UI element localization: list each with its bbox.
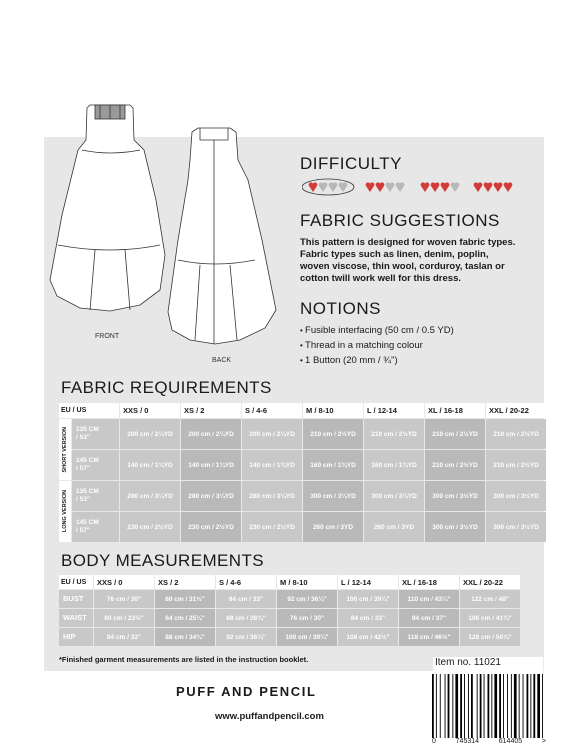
fabric-line: This pattern is designed for woven fabric types. — [300, 237, 516, 248]
barcode-bar — [507, 674, 508, 738]
table-cell: 92 cm / 36¼" — [277, 590, 337, 608]
heart-icon — [339, 182, 348, 192]
size-header: S / 4-6 — [242, 403, 302, 418]
table-cell: 210 cm / 2½YD — [425, 450, 485, 480]
barcode-bar — [432, 674, 434, 738]
version-label: LONG VERSION — [59, 481, 71, 542]
barcode-bar — [523, 674, 524, 738]
heart-icon — [474, 182, 483, 192]
table-cell: 128 cm / 50¼" — [460, 628, 520, 646]
size-header: XXS / 0 — [94, 575, 154, 589]
table-cell: 230 cm / 2½YD — [120, 512, 180, 542]
barcode-bar — [499, 674, 501, 738]
size-header: L / 12-14 — [338, 575, 398, 589]
table-cell: 200 cm / 2¼YD — [181, 419, 241, 449]
item-number: Item no. 11021 — [433, 657, 543, 672]
table-cell: 84 cm / 33" — [338, 609, 398, 627]
table-cell: 92 cm / 36¼" — [216, 628, 276, 646]
barcode-bar — [530, 674, 531, 738]
table-row — [59, 512, 546, 542]
table-row — [59, 628, 520, 646]
fabric-requirements-table — [58, 402, 547, 543]
barcode-bar — [477, 674, 478, 738]
table-cell: 140 cm / 1¾YD — [181, 450, 241, 480]
table-cell: 122 cm / 48" — [460, 590, 520, 608]
barcode-bar — [460, 674, 462, 738]
fabric-width-label: 145 CM / 57" — [72, 450, 119, 480]
table-cell: 118 cm / 46½" — [399, 628, 459, 646]
heart-icon — [396, 182, 405, 192]
barcode-bar — [445, 674, 446, 738]
table-cell: 76 cm / 30" — [94, 590, 154, 608]
barcode-bar — [440, 674, 441, 738]
measurement-label: HIP — [59, 628, 93, 646]
barcode-bar — [436, 674, 437, 738]
table-cell: 60 cm / 23½" — [94, 609, 154, 627]
table-row — [59, 419, 546, 449]
barcode-bar — [503, 674, 504, 738]
table-header-row — [59, 575, 520, 589]
heart-icon — [366, 182, 375, 192]
size-header: XL / 16-18 — [425, 403, 485, 418]
table-cell: 300 cm / 3½YD — [425, 481, 485, 511]
measurement-label: WAIST — [59, 609, 93, 627]
barcode-bar — [488, 674, 490, 738]
table-cell: 300 cm / 3½YD — [486, 481, 546, 511]
table-cell: 300 cm / 3½YD — [425, 512, 485, 542]
barcode-bar — [468, 674, 469, 738]
size-header: L / 12-14 — [364, 403, 424, 418]
table-cell: 280 cm / 3¼YD — [120, 481, 180, 511]
table-row — [59, 609, 520, 627]
notions-title: NOTIONS — [300, 299, 381, 318]
version-label: SHORT VERSION — [59, 419, 71, 480]
table-cell: 100 cm / 39¼" — [277, 628, 337, 646]
size-header: XXL / 20-22 — [460, 575, 520, 589]
table-row — [59, 590, 520, 608]
heart-icon — [386, 182, 395, 192]
size-header: XS / 2 — [181, 403, 241, 418]
heart-icon — [421, 182, 430, 192]
table-cell: 300 cm / 3¼YD — [303, 481, 363, 511]
table-cell: 110 cm / 43¼" — [399, 590, 459, 608]
barcode-bar — [448, 674, 450, 738]
size-header: XXS / 0 — [120, 403, 180, 418]
notion-item: • 1 Button (20 mm / ¾") — [300, 353, 454, 368]
barcode-bar — [494, 674, 497, 738]
back-label: BACK — [212, 357, 232, 364]
barcode-bar — [527, 674, 529, 738]
footnote: *Finished garment measurements are listed in the instruction booklet. — [59, 655, 309, 664]
barcode-digit: 614405 — [498, 738, 523, 745]
barcode-digit: 0 — [432, 738, 436, 745]
table-cell: 200 cm / 2¼YD — [242, 419, 302, 449]
heart-icon — [484, 182, 493, 192]
table-cell: 80 cm / 31½" — [155, 590, 215, 608]
barcode-bar — [514, 674, 517, 738]
heart-icon — [309, 182, 318, 192]
fabric-width-label: 135 CM / 53" — [72, 419, 119, 449]
table-cell: 84 cm / 33" — [216, 590, 276, 608]
barcode-bar — [471, 674, 473, 738]
barcode-digit: > — [541, 738, 546, 745]
barcode-digits — [432, 738, 546, 745]
barcode-bar — [533, 674, 535, 738]
website-link[interactable]: www.puffandpencil.com — [215, 711, 324, 722]
table-cell: 230 cm / 2½YD — [181, 512, 241, 542]
notion-item: • Fusible interfacing (50 cm / 0.5 YD) — [300, 323, 454, 338]
table-cell: 100 cm / 39¼" — [338, 590, 398, 608]
heart-icon — [319, 182, 328, 192]
hearts-group — [309, 182, 513, 192]
size-header: M / 8-10 — [277, 575, 337, 589]
fabric-suggestions-text — [300, 237, 525, 285]
table-cell: 64 cm / 25¼" — [155, 609, 215, 627]
back-dress-drawing — [168, 128, 276, 344]
table-row — [59, 481, 546, 511]
table-header-row — [59, 403, 546, 418]
barcode-bar — [537, 674, 540, 738]
table-cell: 300 cm / 3½YD — [486, 512, 546, 542]
corner-label: EU / US — [59, 575, 93, 589]
table-cell: 94 cm / 37" — [399, 609, 459, 627]
table-cell: 210 cm / 2½YD — [486, 450, 546, 480]
notions-list — [300, 323, 454, 368]
fabric-requirements-title: FABRIC REQUIREMENTS — [61, 378, 272, 397]
table-cell: 210 cm / 2½YD — [364, 419, 424, 449]
table-cell: 140 cm / 1¾YD — [242, 450, 302, 480]
size-header: XL / 16-18 — [399, 575, 459, 589]
table-cell: 200 cm / 2¼YD — [120, 419, 180, 449]
table-cell: 210 cm / 2½YD — [303, 419, 363, 449]
front-label: FRONT — [95, 333, 120, 340]
size-header: XS / 2 — [155, 575, 215, 589]
table-cell: 106 cm / 41¾" — [460, 609, 520, 627]
fabric-width-label: 135 CM / 53" — [72, 481, 119, 511]
size-header: S / 4-6 — [216, 575, 276, 589]
fabric-line: cotton twill work well for this dress. — [300, 273, 461, 284]
barcode-bar — [455, 674, 458, 738]
difficulty-rating — [302, 178, 522, 196]
barcode-bar — [464, 674, 465, 738]
heart-icon — [376, 182, 385, 192]
heart-icon — [329, 182, 338, 192]
table-cell: 210 cm / 2½YD — [486, 419, 546, 449]
table-cell: 88 cm / 34¾" — [155, 628, 215, 646]
barcode-bar — [484, 674, 485, 738]
corner-label: EU / US — [59, 403, 119, 418]
size-header: XXL / 20-22 — [486, 403, 546, 418]
table-cell: 260 cm / 3YD — [364, 512, 424, 542]
body-measurements-title: BODY MEASUREMENTS — [61, 551, 264, 570]
front-dress-drawing — [50, 105, 165, 311]
table-cell: 160 cm / 1¾YD — [303, 450, 363, 480]
fabric-line: woven viscose, thin wool, corduroy, taslan or — [300, 261, 505, 272]
barcode-bar — [452, 674, 453, 738]
barcode-bar — [511, 674, 512, 738]
table-row — [59, 450, 546, 480]
measurement-label: BUST — [59, 590, 93, 608]
heart-icon — [431, 182, 440, 192]
table-cell: 68 cm / 26¾" — [216, 609, 276, 627]
fabric-width-label: 145 CM / 57" — [72, 512, 119, 542]
table-cell: 76 cm / 30" — [277, 609, 337, 627]
table-cell: 160 cm / 1¾YD — [364, 450, 424, 480]
body-measurements-table — [58, 574, 521, 647]
table-cell: 280 cm / 3¼YD — [242, 481, 302, 511]
table-cell: 300 cm / 3¼YD — [364, 481, 424, 511]
barcode-bar — [480, 674, 482, 738]
fabric-suggestions-title: FABRIC SUGGESTIONS — [300, 211, 500, 230]
heart-icon — [494, 182, 503, 192]
table-cell: 230 cm / 2½YD — [242, 512, 302, 542]
table-cell: 140 cm / 1¾YD — [120, 450, 180, 480]
fabric-line: Fabric types such as linen, denim, poplin, — [300, 249, 489, 260]
barcode-digit: 745314 — [455, 738, 480, 745]
barcode-bar — [542, 674, 543, 738]
table-cell: 260 cm / 3YD — [303, 512, 363, 542]
brand-name: PUFF AND PENCIL — [176, 684, 317, 699]
dress-illustrations — [0, 0, 290, 375]
barcode-bar — [491, 674, 492, 738]
size-header: M / 8-10 — [303, 403, 363, 418]
heart-icon — [504, 182, 513, 192]
table-cell: 210 cm / 2½YD — [425, 419, 485, 449]
difficulty-title: DIFFICULTY — [300, 154, 402, 173]
table-cell: 108 cm / 42½" — [338, 628, 398, 646]
notion-item: • Thread in a matching colour — [300, 338, 454, 353]
heart-icon — [441, 182, 450, 192]
barcode-bar — [519, 674, 520, 738]
table-cell: 84 cm / 33" — [94, 628, 154, 646]
heart-icon — [451, 182, 460, 192]
table-cell: 280 cm / 3¼YD — [181, 481, 241, 511]
